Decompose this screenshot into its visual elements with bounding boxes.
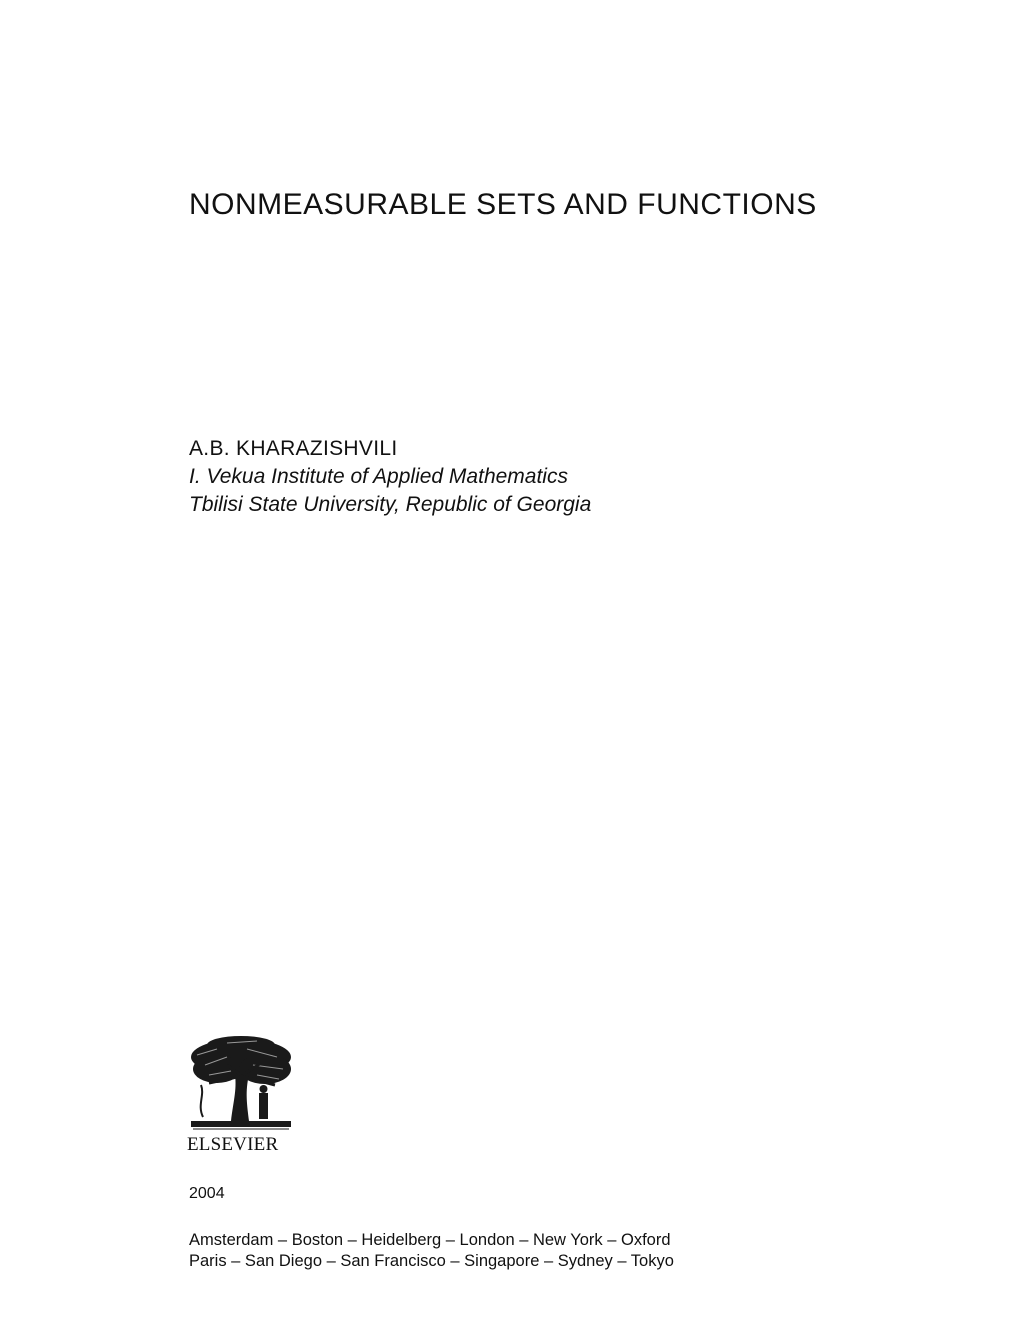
publisher-cities (189, 1230, 674, 1272)
publisher-cities-line-2: Paris – San Diego – San Francisco – Singapore – Sydney – Tokyo (189, 1252, 674, 1270)
publisher-logo (187, 1035, 297, 1156)
author-affiliation-line-2: Tbilisi State University, Republic of Georgia (189, 493, 592, 516)
author-affiliation-line-1: I. Vekua Institute of Applied Mathematics (189, 465, 568, 488)
publication-year: 2004 (189, 1185, 225, 1202)
author-name: A.B. KHARAZISHVILI (189, 437, 398, 460)
publisher-cities-line-1: Amsterdam – Boston – Heidelberg – London – New York – Oxford (189, 1231, 671, 1249)
book-title: NONMEASURABLE SETS AND FUNCTIONS (189, 188, 817, 221)
publisher-name: ELSEVIER (187, 1134, 279, 1155)
author-block (189, 435, 591, 519)
elsevier-tree-icon (187, 1035, 295, 1133)
